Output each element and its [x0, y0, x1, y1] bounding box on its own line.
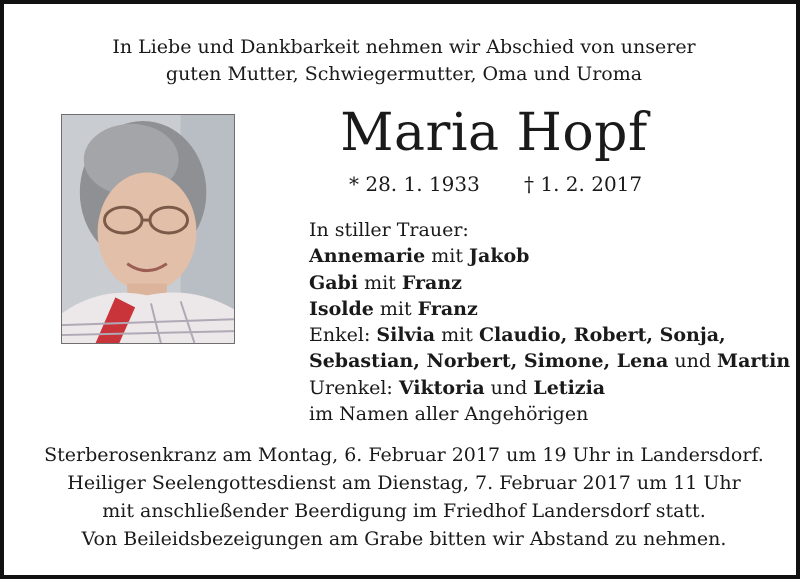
- portrait-photo: [61, 114, 235, 344]
- intro-line: guten Mutter, Schwiegermutter, Oma und Uroma: [165, 63, 643, 85]
- mourner-couple: [309, 296, 789, 322]
- mourner-connector: mit: [373, 297, 418, 320]
- mourner-connector: mit: [425, 245, 470, 268]
- grandchild-name: Silvia: [376, 324, 436, 347]
- intro-line: In Liebe und Dankbarkeit nehmen wir Abschied von unserer: [112, 36, 696, 58]
- grandchild-connector: und: [668, 350, 718, 373]
- mourner-partner: Franz: [401, 271, 462, 294]
- mourner-couple: [309, 243, 789, 269]
- grandchild-name: Martin: [717, 350, 791, 373]
- great-grandchild-connector: und: [484, 376, 534, 399]
- mourner-name: Gabi: [309, 271, 359, 294]
- deceased-name: Maria Hopf: [340, 103, 648, 163]
- mourners-list: [309, 217, 789, 427]
- mourners-closing: im Namen aller Angehörigen: [309, 403, 589, 426]
- great-grandchildren-line: [309, 375, 789, 401]
- intro-text: [4, 34, 800, 88]
- great-grandchildren-label: Urenkel:: [309, 376, 399, 399]
- mourner-connector: mit: [358, 271, 402, 294]
- mourners-heading: In stiller Trauer:: [309, 219, 469, 241]
- grandchildren-label: Enkel:: [309, 324, 377, 347]
- grandchild-connector: mit: [435, 324, 479, 347]
- notice-line: Von Beileidsbezeigungen am Grabe bitten wir Abstand zu nehmen.: [81, 528, 727, 550]
- grandchild-names: Claudio, Robert, Sonja,: [478, 324, 726, 347]
- birth-date: * 28. 1. 1933: [349, 172, 480, 196]
- service-notice: [4, 441, 800, 553]
- notice-line: Heiliger Seelengottesdienst am Dienstag, 7. Februar 2017 um 11 Uhr: [67, 472, 741, 494]
- grandchildren-line: [309, 348, 789, 374]
- grandchild-names: Sebastian, Norbert, Simone, Lena: [309, 350, 669, 373]
- notice-line: Sterberosenkranz am Montag, 6. Februar 2017 um 19 Uhr in Landersdorf.: [44, 444, 764, 466]
- mourner-partner: Jakob: [469, 245, 530, 268]
- grandchildren-line: [309, 322, 789, 348]
- mourner-name: Isolde: [309, 297, 374, 320]
- mourner-couple: [309, 270, 789, 296]
- mourner-partner: Franz: [417, 297, 478, 320]
- great-grandchild-name: Letizia: [533, 376, 606, 399]
- notice-line: mit anschließender Beerdigung im Friedhof Landersdorf statt.: [102, 500, 706, 522]
- mourner-name: Annemarie: [309, 245, 426, 268]
- death-date: † 1. 2. 2017: [524, 172, 643, 196]
- great-grandchild-name: Viktoria: [398, 376, 485, 399]
